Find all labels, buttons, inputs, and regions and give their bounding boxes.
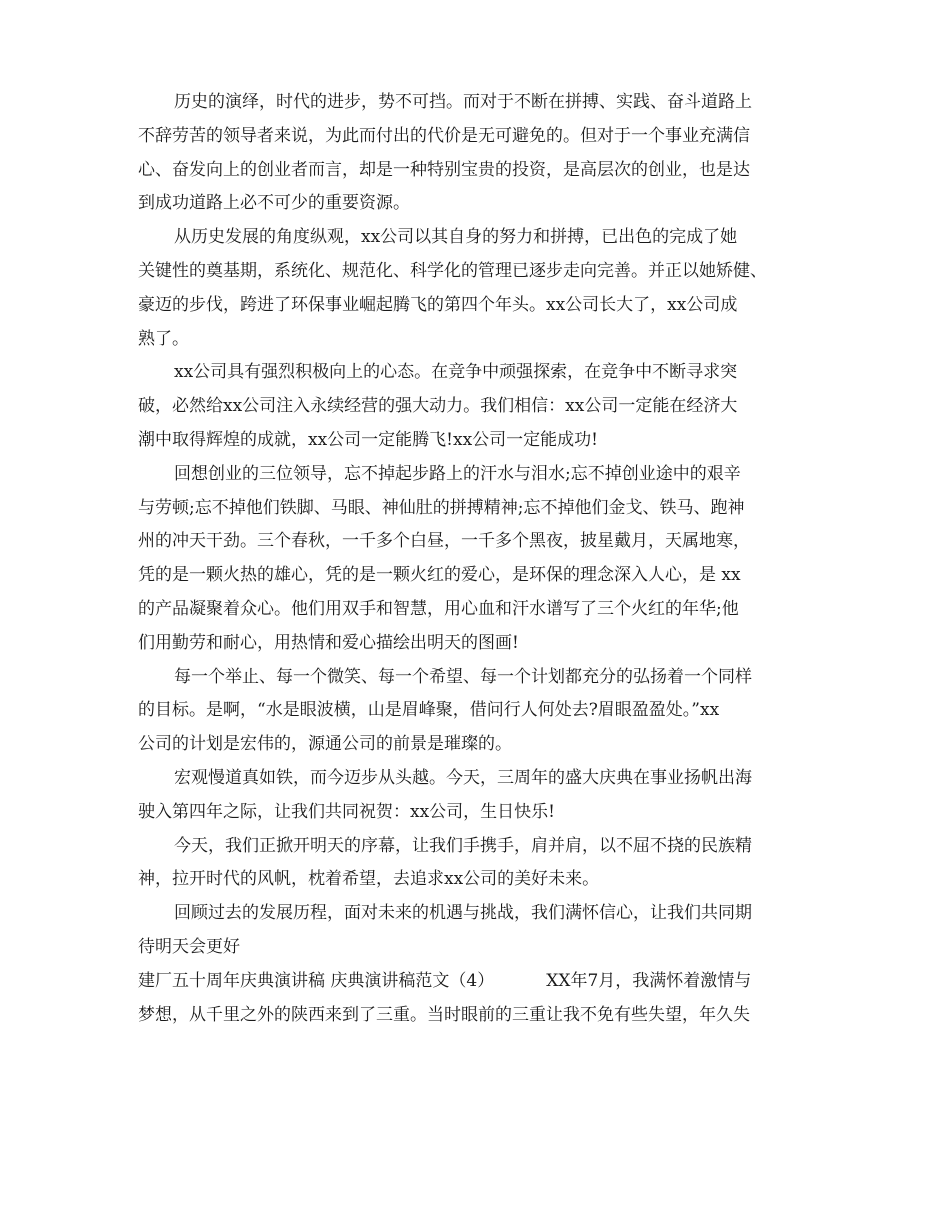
text-line: 历史的演绎，时代的进步，势不可挡。而对于不断在拼搏、实践、奋斗道路上 — [174, 92, 752, 112]
text-line: 每一个举止、每一个微笑、每一个希望、每一个计划都充分的弘扬着一个同样 — [174, 666, 752, 687]
text-line: 宏观慢道真如铁，而今迈步从头越。今天，三周年的盛大庆典在事业扬帆出海 — [174, 767, 752, 788]
text-line: 不辞劳苦的领导者来说，为此而付出的代价是无可避免的。但对于一个事业充满信 — [138, 125, 750, 146]
section-heading-line — [138, 965, 828, 999]
text-line: 心、奋发向上的创业者而言，却是一种特别宝贵的投资，是高层次的创业，也是达 — [138, 159, 750, 180]
text-line: 梦想，从千里之外的陕西来到了三重。当时眼前的三重让我不免有些失望，年久失 — [138, 1004, 750, 1025]
text-line: 凭的是一颗火热的雄心，凭的是一颗火红的爱心，是环保的理念深入人心，是 xx — [138, 565, 741, 586]
text-line: 的产品凝聚着众心。他们用双手和智慧，用心血和汗水谱写了三个火红的年华;他 — [138, 598, 739, 619]
text-line: 与劳顿;忘不掉他们铁脚、马眼、神仙肚的拼搏精神;忘不掉他们金戈、铁马、跑神 — [138, 497, 745, 518]
text-line: 们用勤劳和耐心，用热情和爱心描绘出明天的图画! — [138, 632, 519, 653]
text-line: 潮中取得辉煌的成就，xx公司一定能腾飞!xx公司一定能成功! — [138, 429, 599, 450]
text-line: 的目标。是啊，“水是眼波横，山是眉峰聚，借问行人何处去?眉眼盈盈处。”xx — [138, 700, 720, 721]
text-line: 破，必然给xx公司注入永续经营的强大动力。我们相信：xx公司一定能在经济大 — [138, 396, 738, 417]
text-line: 熟了。 — [138, 328, 189, 349]
text-line: 回想创业的三位领导，忘不掉起步路上的汗水与泪水;忘不掉创业途中的艰辛 — [174, 463, 741, 484]
text-line: 到成功道路上必不可少的重要资源。 — [138, 193, 410, 214]
text-line: 关键性的奠基期，系统化、规范化、科学化的管理已逐步走向完善。并正以她矫健、 — [138, 260, 767, 281]
text-line: 州的冲天干劲。三个春秋，一千多个白昼，一千多个黑夜，披星戴月，天属地寒， — [138, 531, 750, 552]
text-line: 回顾过去的发展历程，面对未来的机遇与挑战，我们满怀信心，让我们共同期 — [174, 903, 752, 924]
text-line: 公司的计划是宏伟的，源通公司的前景是璀璨的。 — [138, 734, 512, 755]
text-line: 今天，我们正掀开明天的序幕，让我们手携手，肩并肩，以不屈不挠的民族精 — [174, 835, 752, 856]
text-line: 驶入第四年之际，让我们共同祝贺：xx公司，生日快乐! — [138, 801, 556, 822]
text-line: 神，拉开时代的风帆，枕着希望，去追求xx公司的美好未来。 — [138, 869, 600, 890]
section-heading: 建厂五十周年庆典演讲稿 庆典演讲稿范文（4） — [138, 970, 495, 991]
text-line: 待明天会更好 — [138, 936, 240, 957]
heading-continuation: XX年7月，我满怀着激情与 — [546, 970, 752, 991]
text-line: 豪迈的步伐，跨进了环保事业崛起腾飞的第四个年头。xx公司长大了，xx公司成 — [138, 294, 738, 315]
text-line: xx公司具有强烈积极向上的心态。在竞争中顽强探索，在竞争中不断寻求突 — [174, 362, 738, 383]
text-line: 从历史发展的角度纵观，xx公司以其自身的努力和拼搏，已出色的完成了她 — [174, 227, 738, 248]
document-body — [138, 86, 828, 1032]
